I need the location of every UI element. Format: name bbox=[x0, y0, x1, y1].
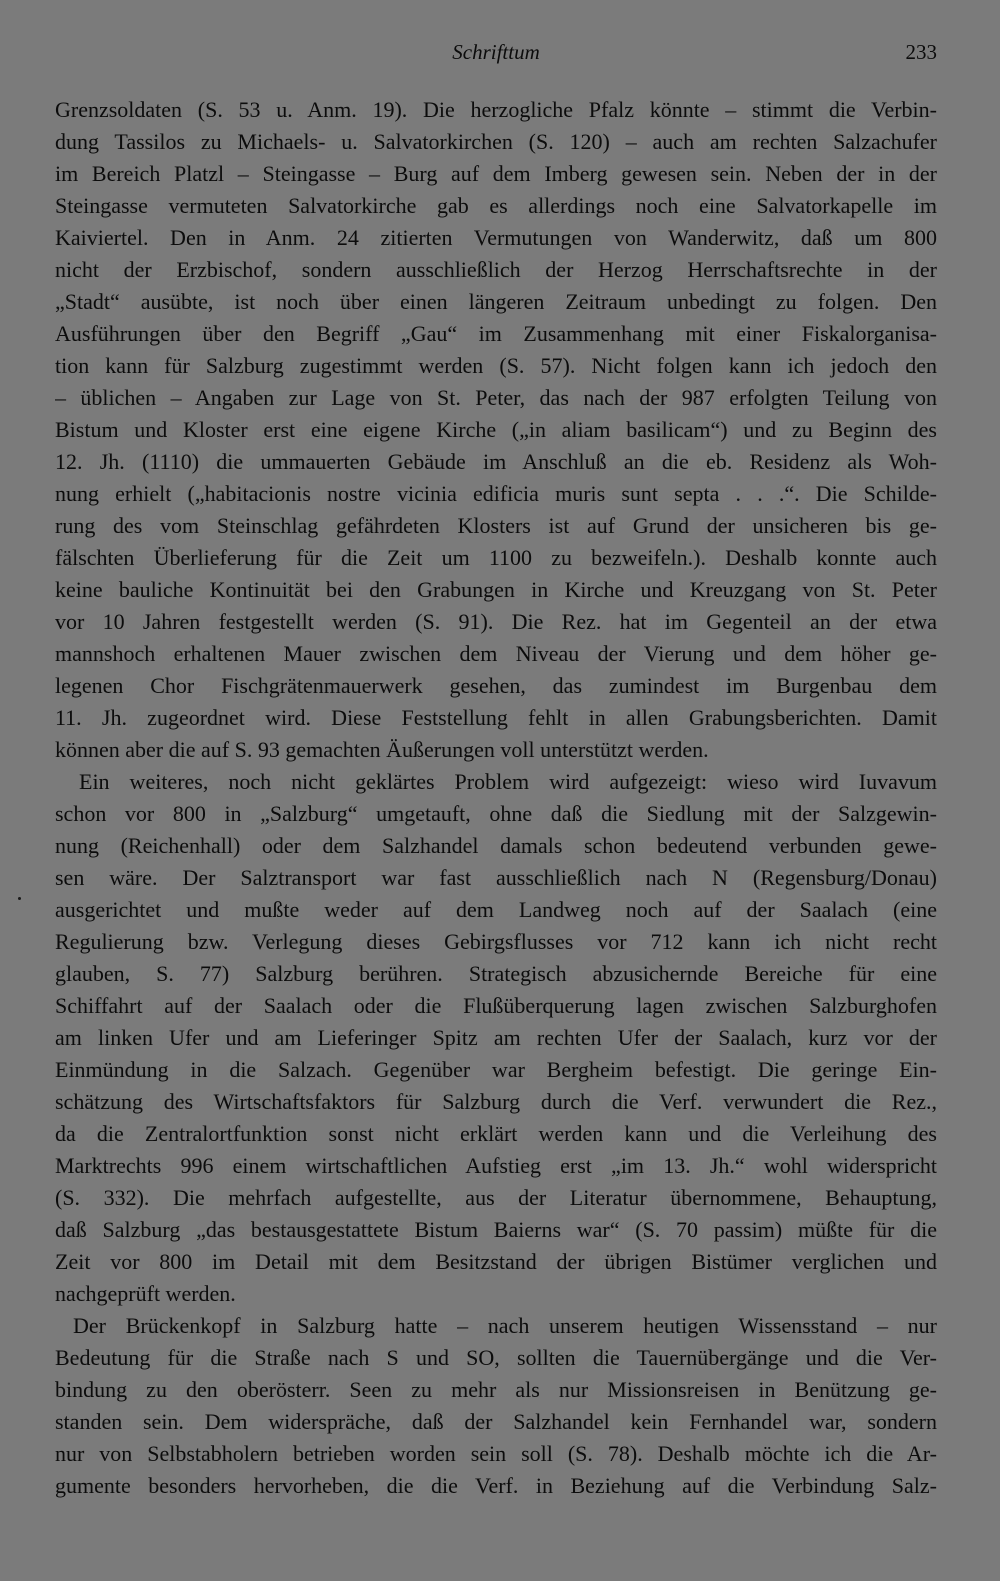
text-line: Regulierung bzw. Verlegung dieses Gebirgsflusses vor 712 kann ich nicht recht bbox=[55, 929, 937, 954]
text-line: Der Brückenkopf in Salzburg hatte – nach unserem heutigen Wissensstand – nur bbox=[73, 1313, 937, 1338]
text-line: legenen Chor Fischgrätenmauerwerk gesehen, das zumindest im Burgenbau dem bbox=[55, 673, 937, 698]
text-line: mannshoch erhaltenen Mauer zwischen dem Niveau der Vierung und dem höher ge- bbox=[55, 641, 937, 666]
text-line: schätzung des Wirtschaftsfaktors für Salzburg durch die Verf. verwundert die Rez., bbox=[55, 1089, 937, 1114]
text-line: nung (Reichenhall) oder dem Salzhandel damals schon bedeutend verbunden gewe- bbox=[55, 833, 937, 858]
text-line: Ein weiteres, noch nicht geklärtes Problem wird aufgezeigt: wieso wird Iuvavum bbox=[79, 769, 937, 794]
text-line: am linken Ufer und am Lieferinger Spitz am rechten Ufer der Saalach, kurz vor der bbox=[55, 1025, 937, 1050]
text-line: da die Zentralortfunktion sonst nicht erklärt werden kann und die Verleihung des bbox=[55, 1121, 937, 1146]
text-line: nicht der Erzbischof, sondern ausschließlich der Herzog Herrschaftsrechte in der bbox=[55, 257, 937, 282]
text-line: fälschten Überlieferung für die Zeit um 1100 zu bezweifeln.). Deshalb konnte auch bbox=[55, 545, 937, 570]
text-line: daß Salzburg „das bestausgestattete Bistum Baierns war“ (S. 70 passim) müßte für die bbox=[55, 1217, 937, 1242]
text-line: gumente besonders hervorheben, die die Verf. in Beziehung auf die Verbindung Salz- bbox=[55, 1473, 937, 1498]
text-line: im Bereich Platzl – Steingasse – Burg auf dem Imberg gewesen sein. Neben der in der bbox=[55, 161, 937, 186]
text-line: Bedeutung für die Straße nach S und SO, sollten die Tauernübergänge und die Ver- bbox=[55, 1345, 937, 1370]
running-head bbox=[55, 36, 937, 68]
text-line: rung des vom Steinschlag gefährdeten Klosters ist auf Grund der unsicheren bis ge- bbox=[55, 513, 937, 538]
text-line: Marktrechts 996 einem wirtschaftlichen Aufstieg erst „im 13. Jh.“ wohl widerspricht bbox=[55, 1153, 937, 1178]
text-line: können aber die auf S. 93 gemachten Äußerungen voll unterstützt werden. bbox=[55, 737, 709, 762]
text-line: Schiffahrt auf der Saalach oder die Flußüberquerung lagen zwischen Salzburghofen bbox=[55, 993, 937, 1018]
text-line: Ausführungen über den Begriff „Gau“ im Zusammenhang mit einer Fiskalorganisa- bbox=[55, 321, 937, 346]
text-line: (S. 332). Die mehrfach aufgestellte, aus der Literatur übernommene, Behauptung, bbox=[55, 1185, 937, 1210]
text-line: glauben, S. 77) Salzburg berühren. Strategisch abzusichernde Bereiche für eine bbox=[55, 961, 937, 986]
text-line: Einmündung in die Salzach. Gegenüber war Bergheim befestigt. Die geringe Ein- bbox=[55, 1057, 937, 1082]
text-line: keine bauliche Kontinuität bei den Grabungen in Kirche und Kreuzgang von St. Peter bbox=[55, 577, 937, 602]
text-line: nur von Selbstabholern betrieben worden sein soll (S. 78). Deshalb möchte ich die Ar- bbox=[55, 1441, 937, 1466]
text-line: bindung zu den oberösterr. Seen zu mehr als nur Missionsreisen in Benützung ge- bbox=[55, 1377, 937, 1402]
text-line: Kaiviertel. Den in Anm. 24 zitierten Vermutungen von Wanderwitz, daß um 800 bbox=[55, 225, 937, 250]
running-title: Schrifttum bbox=[452, 40, 540, 64]
page-number: 233 bbox=[905, 40, 937, 64]
text-line: – üblichen – Angaben zur Lage von St. Peter, das nach der 987 erfolgten Teilung von bbox=[55, 385, 937, 410]
text-line: Bistum und Kloster erst eine eigene Kirche („in aliam basilicam“) und zu Beginn des bbox=[55, 417, 937, 442]
text-line: Steingasse vermuteten Salvatorkirche gab es allerdings noch eine Salvatorkapelle im bbox=[55, 193, 937, 218]
text-line: nachgeprüft werden. bbox=[55, 1281, 236, 1306]
text-line: 11. Jh. zugeordnet wird. Diese Feststellung fehlt in allen Grabungsberichten. Damit bbox=[55, 705, 937, 730]
text-line: dung Tassilos zu Michaels- u. Salvatorkirchen (S. 120) – auch am rechten Salzachufer bbox=[55, 129, 937, 154]
text-line: Grenzsoldaten (S. 53 u. Anm. 19). Die herzogliche Pfalz könnte – stimmt die Verbin- bbox=[55, 97, 937, 122]
text-line: Zeit vor 800 im Detail mit dem Besitzstand der übrigen Bistümer verglichen und bbox=[55, 1249, 937, 1274]
text-line: standen sein. Dem widerspräche, daß der Salzhandel kein Fernhandel war, sondern bbox=[55, 1409, 937, 1434]
text-line: tion kann für Salzburg zugestimmt werden (S. 57). Nicht folgen kann ich jedoch den bbox=[55, 353, 937, 378]
text-line: ausgerichtet und mußte weder auf dem Landweg noch auf der Saalach (eine bbox=[55, 897, 937, 922]
margin-dot bbox=[18, 897, 21, 900]
text-line: nung erhielt („habitacionis nostre vicinia edificia muris sunt septa . . .“. Die Schilde- bbox=[55, 481, 937, 506]
text-line: „Stadt“ ausübte, ist noch über einen längeren Zeitraum unbedingt zu folgen. Den bbox=[55, 289, 937, 314]
text-line: schon vor 800 in „Salzburg“ umgetauft, ohne daß die Siedlung mit der Salzgewin- bbox=[55, 801, 937, 826]
text-line: sen wäre. Der Salztransport war fast ausschließlich nach N (Regensburg/Donau) bbox=[55, 865, 937, 890]
text-line: vor 10 Jahren festgestellt werden (S. 91). Die Rez. hat im Gegenteil an der etwa bbox=[55, 609, 937, 634]
body-text bbox=[55, 94, 937, 1502]
text-line: 12. Jh. (1110) die ummauerten Gebäude im Anschluß an die eb. Residenz als Woh- bbox=[55, 449, 937, 474]
